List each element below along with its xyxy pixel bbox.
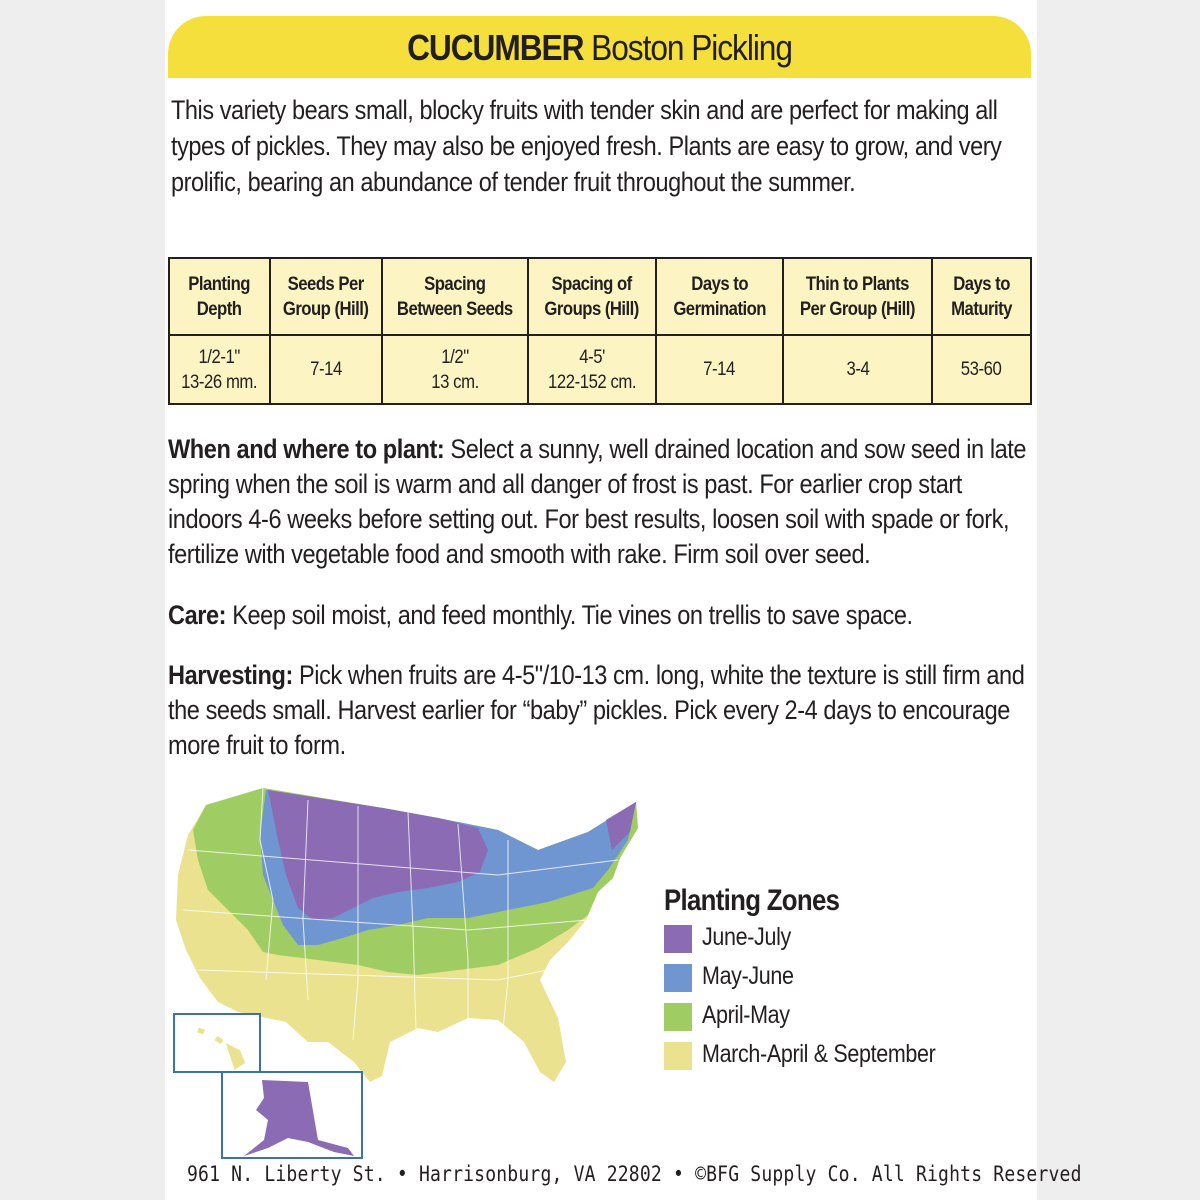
legend-swatch <box>664 964 692 992</box>
header-seeds-per-group: Seeds Per Group (Hill) <box>270 258 382 335</box>
header-thin-to-plants: Thin to Plants Per Group (Hill) <box>783 258 932 335</box>
sowing-table-header-row <box>169 258 1031 335</box>
sowing-table-value-row <box>169 335 1031 404</box>
header-spacing-of-groups: Spacing of Groups (Hill) <box>528 258 656 335</box>
header-spacing-between-seeds: Spacing Between Seeds <box>382 258 528 335</box>
variety-name: Boston Pickling <box>591 27 792 68</box>
when-where-text: Select a sunny, well drained location and sow seed in late spring when the soil is warm and all danger of frost is past. For earlier crop start indoors 4-6 weeks before setting out. For best results, loosen soil with spade or fork, fertilize with vegetable food and smooth with rake. Firm soil over seed. <box>168 434 1027 569</box>
page-title <box>220 24 979 72</box>
header-days-to-maturity: Days to Maturity <box>932 258 1031 335</box>
legend-swatch <box>664 925 692 953</box>
when-where-label: When and where to plant: <box>168 434 445 464</box>
hawaii-inset <box>174 1014 260 1072</box>
legend-label: April-May <box>702 1001 790 1029</box>
legend-label: May-June <box>702 962 794 990</box>
crop-name: CUCUMBER <box>407 27 584 68</box>
care-label: Care: <box>168 600 227 630</box>
legend-label: June-July <box>702 923 791 951</box>
variety-description: This variety bears small, blocky fruits with tender skin and are perfect for making all types of pickles. They may also be enjoyed fresh. Plants are easy to grow, and very prolific, bearing an abundance of tender fruit throughout the summer. <box>171 95 1002 197</box>
value-days-to-maturity: 53-60 <box>932 335 1031 404</box>
sowing-table <box>168 257 1032 405</box>
footer-address: 961 N. Liberty St. • Harrisonburg, VA 22802 • ©BFG Supply Co. All Rights Reserved <box>187 1162 1082 1186</box>
legend-label: March-April & September <box>702 1040 936 1068</box>
header-days-to-germination: Days to Germination <box>656 258 783 335</box>
care-text: Keep soil moist, and feed monthly. Tie vines on trellis to save space. <box>226 600 913 630</box>
value-thin-to-plants: 3-4 <box>783 335 932 404</box>
legend-swatch <box>664 1042 692 1070</box>
when-where-paragraph <box>168 432 1032 572</box>
care-paragraph <box>168 598 1032 633</box>
harvesting-paragraph <box>168 658 1032 763</box>
harvesting-text: Pick when fruits are 4-5"/10-13 cm. long, white the texture is still firm and the seeds small. Harvest earlier for “baby” pickles. Pick every 2-4 days to encourage more fruit to form. <box>168 660 1025 760</box>
harvesting-label: Harvesting: <box>168 660 293 690</box>
value-spacing-of-groups: 4-5' 122-152 cm. <box>528 335 656 404</box>
legend-swatch <box>664 1003 692 1031</box>
value-spacing-between-seeds: 1/2" 13 cm. <box>382 335 528 404</box>
planting-zone-map <box>168 780 648 1165</box>
value-seeds-per-group: 7-14 <box>270 335 382 404</box>
header-planting-depth: Planting Depth <box>169 258 270 335</box>
value-days-to-germination: 7-14 <box>656 335 783 404</box>
value-planting-depth: 1/2-1" 13-26 mm. <box>169 335 270 404</box>
legend-title: Planting Zones <box>664 884 840 917</box>
